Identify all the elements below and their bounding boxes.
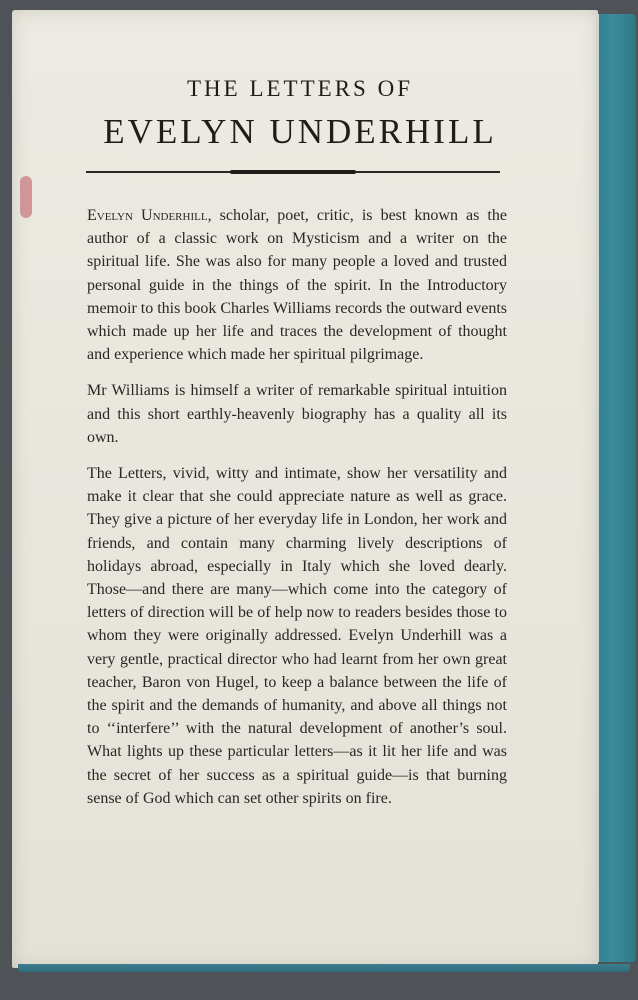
blurb-paragraph-1 xyxy=(87,204,507,366)
blurb-text xyxy=(87,204,507,823)
spine-fold xyxy=(596,14,599,962)
author-name-lead: Evelyn Underhill xyxy=(87,207,208,224)
header-kicker: THE LETTERS OF xyxy=(187,76,413,101)
red-stain-mark xyxy=(20,176,32,218)
blurb-paragraph-2: Mr Williams is himself a writer of remarkable spiritual intuition and this short earthly-heavenly biography has a quality all its own. xyxy=(87,382,507,446)
blurb-paragraph-3: The Letters, vivid, witty and intimate, show her versatility and make it clear that she could appreciate nature as well as grace. They give a picture of her everyday life in London, her work and friends, and contain many charming lively descriptions of holidays abroad, especially in Italy which she loved dearly. Those—and there are many—which come into the category of letters of direction will be of help now to readers besides those to whom they were originally addressed. Evelyn Underhill was a very gentle, practical director who had learnt from her own great teacher, Baron von Hugel, to keep a balance between the life of the spirit and the demands of humanity, and above all things not to ‘‘interfere’’ with the natural development of another’s soul. What lights up these particular letters—as it lit her life and was the secret of her success as a spiritual guide—is that burning sense of God which can set other spirits on fire. xyxy=(87,465,507,807)
jacket-bottom-edge xyxy=(18,964,630,972)
jacket-spine xyxy=(596,14,636,962)
book-title: EVELYN UNDERHILL xyxy=(103,112,497,151)
title-rule-emphasis xyxy=(230,170,356,174)
paragraph-1-text: , scholar, poet, critic, is best known as the author of a classic work on Mysticism and a writer on the spiritual life. She was also for many people a loved and trusted personal guide in the things of the spirit. In the Introductory memoir to this book Charles Williams records the outward events which made up her life and traces the development of thought and experience which made her spiritual pilgrimage. xyxy=(87,207,507,364)
